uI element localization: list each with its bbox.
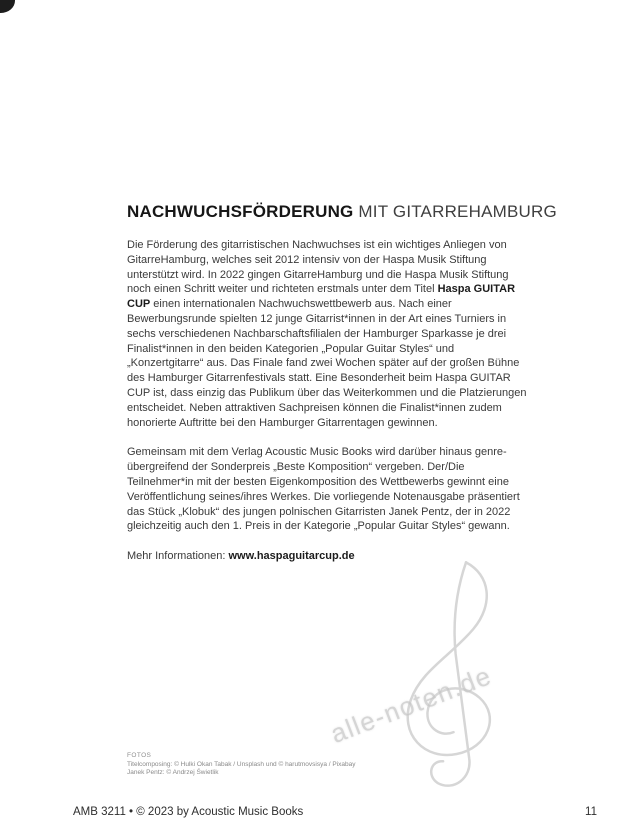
watermark-text: alle-noten.de xyxy=(326,660,496,750)
scan-corner-artifact xyxy=(0,0,15,13)
photo-credit-line: Janek Pentz: © Andrzej Świetlik xyxy=(127,769,219,777)
paragraph-1-text-b: einen internationalen Nachwuchswettbewerb aus. Nach einer Bewerbungsrunde spielten 12 junge Gitarrist*innen in der Art eines Turniers in sechs verschiedenen Nachbarschaftsfilialen der Hamburger Sparkasse je drei Finalist*innen in den beiden Kategorien „Popular Guitar Styles“ und „Konzertgitarre“ aus. Das Finale fand zwei Wochen später auf der großen Bühne des Hamburger Gitarrenfestivals statt. Eine Besonderheit beim Haspa GUITAR CUP ist, dass einzig das Publikum über das Weiterkommen und die Platzierungen entscheidet. Neben attraktiven Sachpreisen können die Finalist*innen zudem honorierte Auftritte bei den Hamburger Gitarrentagen gewinnen. xyxy=(127,298,527,429)
page-title xyxy=(127,202,557,222)
more-info-line xyxy=(127,549,531,564)
haspa-guitar-cup-label: Haspa GUITAR CUP xyxy=(127,283,516,311)
more-info-label: Mehr Informationen: xyxy=(127,550,229,563)
photo-credits xyxy=(127,752,457,777)
photo-credits-title: FOTOS xyxy=(127,752,152,759)
article xyxy=(127,202,557,564)
footer-imprint: AMB 3211 • © 2023 by Acoustic Music Books xyxy=(73,806,304,818)
page-title-light: MIT GITARREHAMBURG xyxy=(353,202,557,221)
page-title-bold: NACHWUCHSFÖRDERUNG xyxy=(127,202,354,221)
paragraph-2: Gemeinsam mit dem Verlag Acoustic Music Books wird darüber hinaus genre-übergreifend der Sonderpreis „Beste Komposition“ vergeben. Der/Die Teilnehmer*in mit der besten Eigenkomposition des Wettbewerbs gewinnt eine Veröffentlichung seines/ihres Werkes. Die vorliegende Notenausgabe präsentiert das Stück „Klobuk“ des jungen polnischen Gitarristen Janek Pentz, der in 2022 gleichzeitig auch den 1. Preis in der Kategorie „Popular Guitar Styles“ gewann. xyxy=(127,446,520,533)
photo-credit-line: Titelcomposing: © Hulki Okan Tabak / Unsplash und © harutmovsisya / Pixabay xyxy=(127,761,356,768)
paragraph-1 xyxy=(127,238,531,430)
page-number: 11 xyxy=(585,806,597,818)
website-link: www.haspaguitarcup.de xyxy=(228,550,355,563)
page-footer xyxy=(73,806,597,818)
paragraph-1-text-a: Die Förderung des gitarristischen Nachwuchses ist ein wichtiges Anliegen von GitarreHamburg, welches seit 2012 intensiv von der Haspa Musik Stiftung unterstützt wird. In 2022 gingen GitarreHamburg und die Haspa Musik Stiftung noch einen Schritt weiter und richteten erstmals unter dem Titel xyxy=(127,239,509,296)
